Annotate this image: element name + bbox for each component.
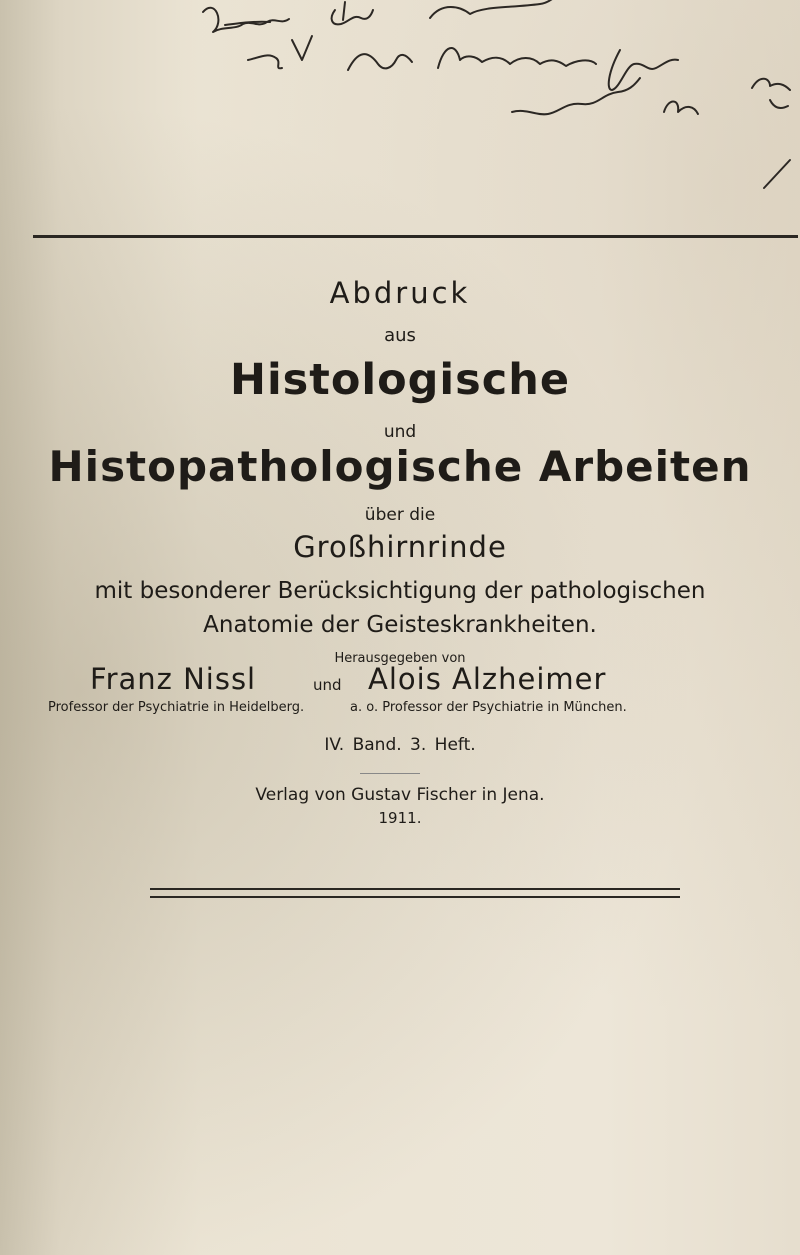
editor1-title: Professor der Psychiatrie in Heidelberg. bbox=[48, 700, 305, 715]
subtitle-line1: mit besonderer Berücksichtigung der pathologischen bbox=[94, 578, 706, 604]
series-title-line1: Histologische bbox=[229, 355, 571, 405]
editor1-name: Franz Nissl bbox=[90, 662, 257, 696]
handwritten-dedication bbox=[0, 0, 800, 320]
publication-year: 1911. bbox=[378, 809, 422, 827]
top-rule bbox=[33, 235, 798, 238]
herausgegeben-text: Herausgegeben von bbox=[334, 651, 466, 666]
ueber-die-text: über die bbox=[364, 505, 436, 525]
editor-connector: und bbox=[313, 676, 342, 694]
series-title-line2: Histopathologische Arbeiten bbox=[48, 442, 752, 491]
und-text: und bbox=[383, 422, 417, 442]
bottom-rule-thin bbox=[150, 888, 680, 890]
separator-rule bbox=[360, 773, 420, 774]
publisher-line: Verlag von Gustav Fischer in Jena. bbox=[255, 785, 545, 805]
volume-issue: IV. Band. 3. Heft. bbox=[324, 735, 476, 755]
subtitle-line2: Anatomie der Geisteskrankheiten. bbox=[203, 612, 597, 638]
subject-heading: Großhirnrinde bbox=[293, 530, 507, 564]
editor2-name: Alois Alzheimer bbox=[368, 662, 607, 696]
abdruck-heading: Abdruck bbox=[329, 276, 471, 310]
aus-text: aus bbox=[384, 325, 416, 346]
editor2-title: a. o. Professor der Psychiatrie in München. bbox=[350, 700, 627, 715]
bottom-rule-thick bbox=[150, 896, 680, 898]
